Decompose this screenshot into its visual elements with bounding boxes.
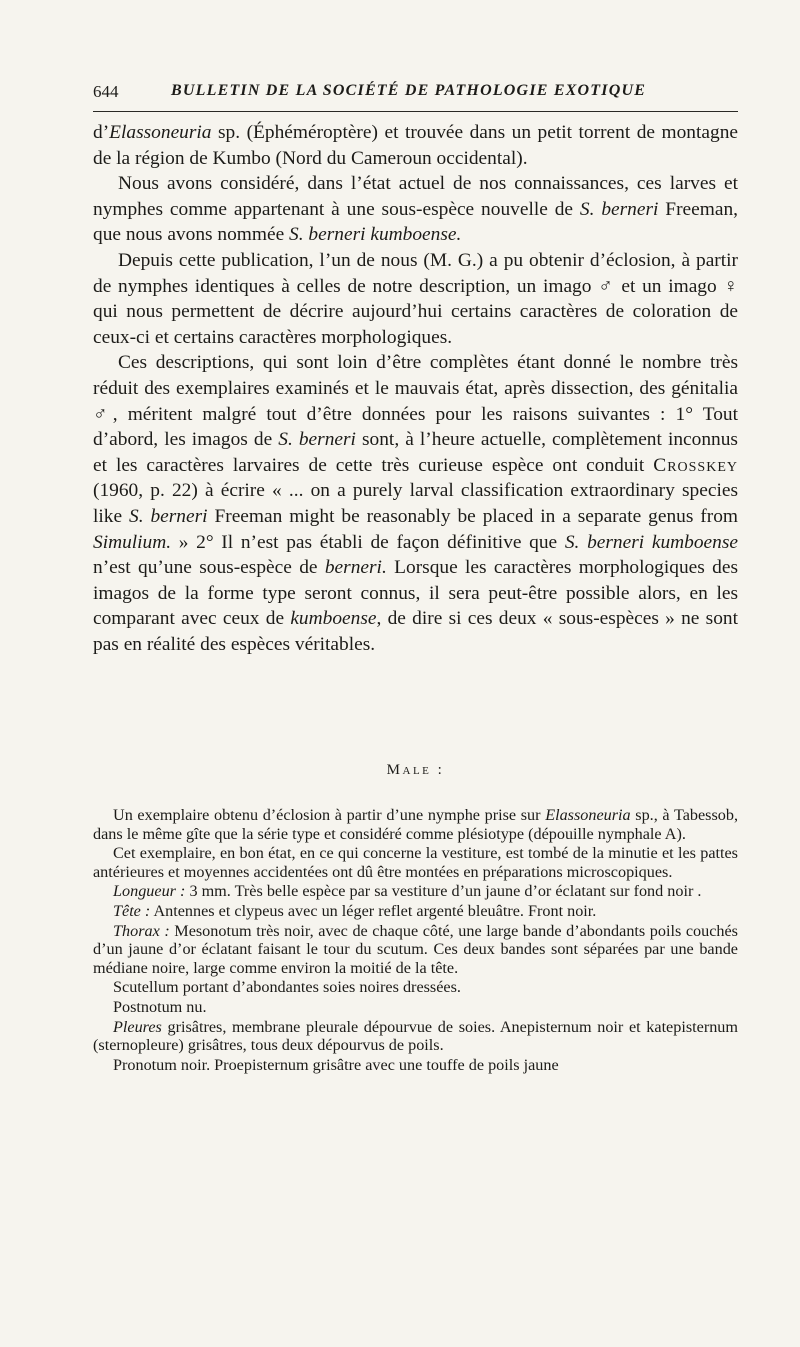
italic-text-run: S. berneri <box>278 429 356 451</box>
text-run: Freeman might be reasonably be placed in a separate genus from <box>207 505 738 527</box>
text-run: Un exemplaire obtenu d’éclosion à partir d’une nymphe prise sur <box>113 806 546 824</box>
paragraph-length <box>93 882 738 901</box>
text-run: Depuis cette publication, l’un de nous (M. G.) a pu obtenir d’éclosion, à partir de nymphes identiques à celles de notre description, un imago ♂ et un imago ♀ qui nous permettent de décrire aujourd’hui certains caractères de coloration de ceux-ci et certains caractères morphologiques. <box>93 249 738 348</box>
paragraph-pronotum <box>93 1056 738 1075</box>
paragraph-head <box>93 902 738 921</box>
paragraph-condition <box>93 844 738 881</box>
text-run: Freeman, que nous avons nommée <box>93 198 738 246</box>
paragraph-specimen <box>93 806 738 843</box>
paragraph-continuation <box>93 120 738 171</box>
text-run: Ces descriptions, qui sont loin d’être complètes étant donné le nombre très réduit des exemplaires examinés et le mauvais état, après dissection, des génitalia ♂, méritent malgré tout d’être données pour les raisons suivantes : 1° Tout d’abord, les imagos de <box>93 352 738 451</box>
italic-text-run: Simulium. <box>93 531 172 553</box>
text-run: Postnotum nu. <box>113 997 207 1016</box>
italic-text-run: Elassoneuria <box>109 122 212 143</box>
intro-text <box>93 120 738 657</box>
header-rule <box>93 111 738 112</box>
male-description <box>93 806 738 1074</box>
italic-text-run: berneri. <box>324 557 387 579</box>
paragraph-postnotum <box>93 998 738 1017</box>
text-run: (1960, p. 22) à écrire « ... on a purely larval classification extraordinary species like <box>93 480 738 527</box>
italic-text-run: S. berneri kumboense. <box>289 224 462 246</box>
paragraph-descriptions <box>93 350 738 657</box>
text-run: n’est qu’une sous-espèce de <box>93 557 325 579</box>
running-header <box>93 82 738 108</box>
text-run: d’ <box>93 122 110 143</box>
text-run: Pronotum noir. Proepisternum grisâtre avec une touffe de poils jaune <box>113 1055 559 1074</box>
paragraph-publication <box>93 248 738 350</box>
section-heading-male: Male : <box>386 762 445 778</box>
paragraph-scutellum <box>93 978 738 997</box>
journal-title: BULLETIN DE LA SOCIÉTÉ DE PATHOLOGIE EXOTIQUE <box>171 82 647 99</box>
italic-text-run: kumboense <box>290 608 377 630</box>
text-run: Nous avons considéré, dans l’état actuel de nos connaissances, ces larves et nymphes comme appartenant à une sous-espèce nouvelle de <box>93 173 738 220</box>
text-run: Cet exemplaire, en bon état, en ce qui concerne la vestiture, est tombé de la minutie et les pattes antérieures et moyennes accidentées ont dû être montées en préparations microscopiques. <box>93 844 738 881</box>
text-run: sp. (Éphéméroptère) et trouvée dans un petit torrent de montagne de la région de Kumbo (Nord du Cameroun occidental). <box>93 122 738 169</box>
italic-text-run: Elassoneuria <box>545 806 631 824</box>
text-run: Crosskey <box>653 454 738 476</box>
page-number: 644 <box>93 82 119 101</box>
paragraph-pleures <box>93 1018 738 1055</box>
text-run: , de dire si ces deux « sous-espèces » ne sont pas en réalité des espèces véritables. <box>93 608 738 655</box>
text-run: Lorsque les caractères morphologiques des imagos de la forme type seront connus, il sera peut-être possible alors, en les comparant avec ceux de <box>93 557 738 630</box>
italic-text-run: Pleures <box>113 1017 162 1036</box>
italic-text-run: Thorax : <box>113 921 170 940</box>
paragraph-thorax <box>93 922 738 978</box>
text-run: grisâtres, membrane pleurale dépourvue de soies. Anepisternum noir et katepisternum (sternopleure) grisâtres, tous deux dépourvus de poils. <box>93 1017 738 1055</box>
text-run: sont, à l’heure actuelle, complètement inconnus et les caractères larvaires de cette très curieuse espèce ont conduit <box>93 429 738 476</box>
text-run: Scutellum portant d’abondantes soies noires dressées. <box>113 978 461 997</box>
text-run: sp., à Tabessob, dans le même gîte que la série type et considéré comme plésiotype (dépouille nymphale A). <box>93 806 739 843</box>
italic-text-run: S. berneri <box>579 198 659 220</box>
italic-text-run: S. berneri kumboense <box>564 531 738 553</box>
italic-text-run: Tête : <box>113 901 151 920</box>
text-run: Antennes et clypeus avec un léger reflet argenté bleuâtre. Front noir. <box>150 901 597 920</box>
text-run: 3 mm. Très belle espèce par sa vestiture d’un jaune d’or éclatant sur fond noir . <box>185 882 702 901</box>
italic-text-run: Longueur : <box>113 882 186 901</box>
text-run: Mesonotum très noir, avec de chaque côté, une large bande d’abondants poils couchés d’un jaune d’or éclatant faisant le tour du scutum. Ces deux bandes sont séparées par une bande médiane noire, large comme environ la moitié de la tête. <box>93 921 738 977</box>
text-run: » 2° Il n’est pas établi de façon définitive que <box>171 531 565 553</box>
italic-text-run: S. berneri <box>129 505 208 527</box>
paragraph-subspecies <box>93 171 738 248</box>
